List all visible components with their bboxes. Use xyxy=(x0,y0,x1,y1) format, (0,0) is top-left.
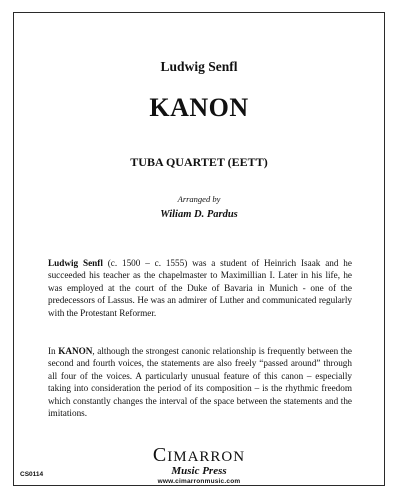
score-cover-page xyxy=(13,12,385,486)
description-prefix: In xyxy=(48,346,59,356)
arranged-by-label: Arranged by xyxy=(177,194,221,204)
piece-title: KANON xyxy=(149,93,249,122)
bio-lead-name: Ludwig Senfl xyxy=(48,258,103,268)
catalog-number: CS0114 xyxy=(20,471,44,478)
publisher-url: www.cimarronmusic.com xyxy=(157,478,241,485)
composer-bio-paragraph xyxy=(48,257,352,319)
publisher-name-initial: C xyxy=(152,444,168,466)
publisher-name xyxy=(14,444,384,466)
piece-description-paragraph xyxy=(48,345,352,419)
publisher-logo xyxy=(14,444,384,486)
composer-name: Ludwig Senfl xyxy=(160,59,238,74)
publisher-tagline: Music Press xyxy=(171,465,227,477)
publisher-name-rest: IMARRON xyxy=(167,449,246,465)
description-lead-title: KANON xyxy=(58,346,93,356)
bio-text: (c. 1500 – c. 1555) was a student of Heinrich Isaak and he succeeded his teacher as the chapelmaster to Maximillian I. Later in his life, he was employed at the court of the Duke of Bavaria in Munich - one of the predecessors of Lassus. He was an admirer of Luther and communicated regularly with the Protestant Reformer. xyxy=(48,258,352,318)
instrumentation-subtitle: TUBA QUARTET (EETT) xyxy=(130,155,268,169)
description-text: , although the strongest canonic relationship is frequently between the second and fourth voices, the statements are also freely “passed around” through all four of the voices. A particularly unusual feature of this canon – especially taking into consideration the period of its composition – is the rhythmic freedom which constantly changes the interval of the space between the statements and the imitations. xyxy=(48,346,352,419)
arranger-name: Wiliam D. Pardus xyxy=(160,209,238,220)
